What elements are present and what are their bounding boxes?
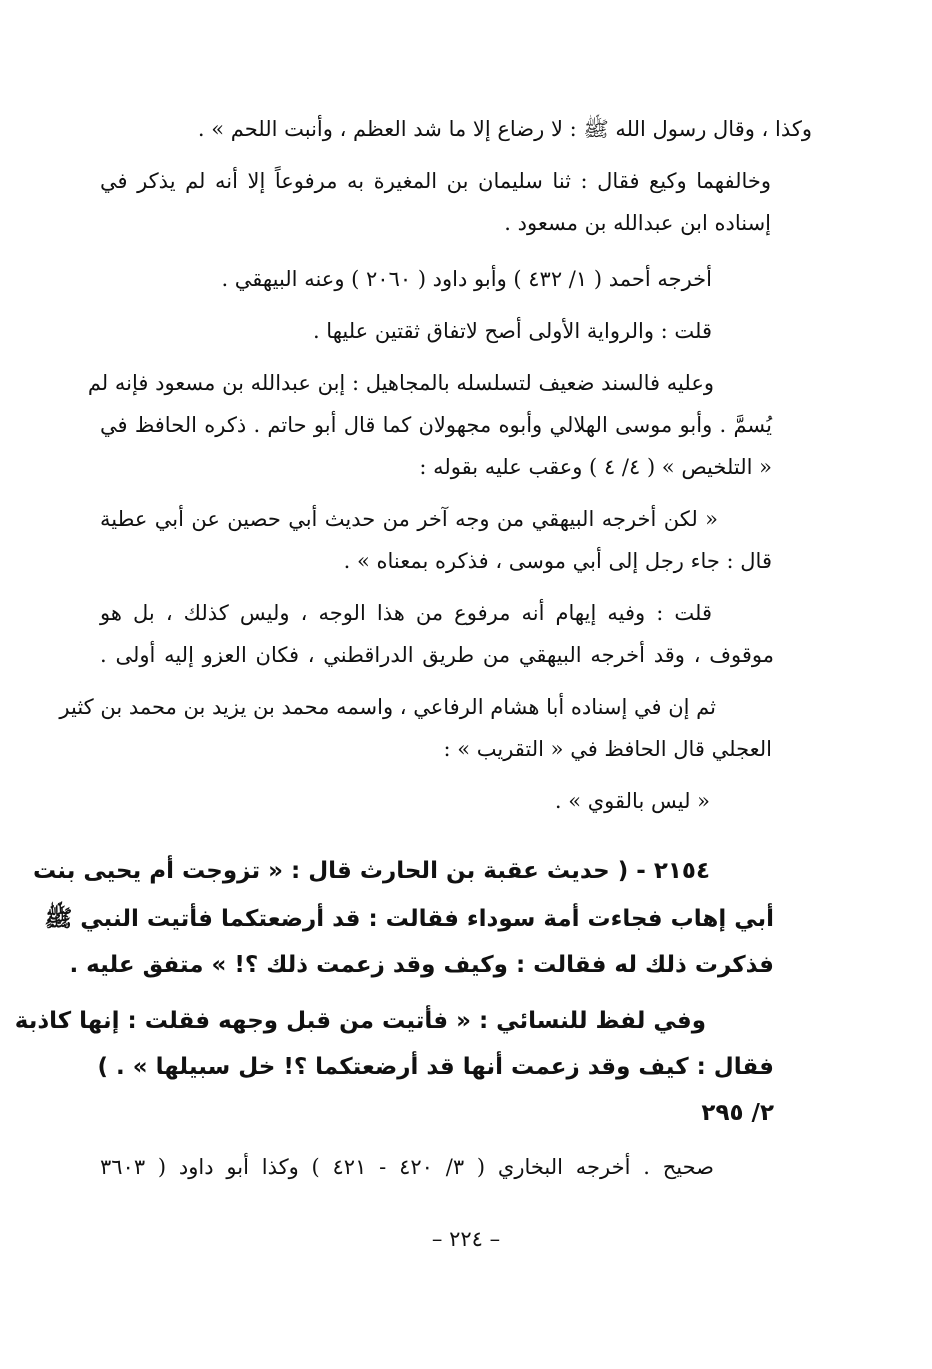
text-line-1: وكذا ، وقال رسول الله ﷺ : لا رضاع إلا ما شد العظم ، وأنبت اللحم » . [197, 117, 812, 141]
text-line-15: « ليس بالقوي » . [554, 789, 710, 813]
hadith-2154-line-3: فذكرت ذلك له فقالت : وكيف وقد زعمت ذلك ؟! » متفق عليه . [69, 952, 774, 978]
page-number: – ٢٢٤ – [431, 1227, 501, 1251]
text-line-10: قال : جاء رجل إلى أبي موسى ، فذكره بمعناه » . [343, 549, 772, 573]
text-line-8: « التلخيص » ( ٤/ ٤ ) وعقب عليه بقوله : [419, 455, 772, 479]
text-line-6: وعليه فالسند ضعيف لتسلسله بالمجاهيل : إبن عبدالله بن مسعود فإنه لم [87, 371, 714, 395]
hadith-2154-line-2: أبي إهاب فجاءت أمة سوداء فقالت : قد أرضعتكما فأتيت النبي ﷺ [44, 906, 774, 932]
text-line-14: العجلي قال الحافظ في « التقريب » : [443, 737, 772, 761]
hadith-2154-line-4: وفي لفظ للنسائي : « فأتيت من قبل وجهه فقلت : إنها كاذبة [14, 1008, 706, 1034]
takhrij-line: صحيح . أخرجه البخاري ( ٣/ ٤٢٠ - ٤٢١ ) وكذا أبو داود ( ٣٦٠٣ [100, 1155, 714, 1179]
hadith-2154-line-5: فقال : كيف وقد زعمت أنها قد أرضعتكما ؟! خل سبيلها » . ) [97, 1054, 774, 1080]
text-line-7: يُسمَّ . وأبو موسى الهلالي وأبوه مجهولان كما قال أبو حاتم . ذكره الحافظ في [100, 413, 772, 437]
text-line-9: « لكن أخرجه البيهقي من وجه آخر من حديث أبي حصين عن أبي عطية [100, 507, 718, 531]
text-line-3: إسناده ابن عبدالله بن مسعود . [504, 211, 771, 235]
hadith-2154-line-6: ٢/ ٢٩٥ [701, 1100, 774, 1126]
text-line-2: وخالفهما وكيع فقال : ثنا سليمان بن المغيرة به مرفوعاً إلا أنه لم يذكر في [100, 169, 771, 193]
text-line-4: أخرجه أحمد ( ١/ ٤٣٢ ) وأبو داود ( ٢٠٦٠ ) وعنه البيهقي . [221, 267, 712, 291]
text-line-5: قلت : والرواية الأولى أصح لاتفاق ثقتين عليها . [312, 319, 712, 343]
hadith-2154-line-1: ٢١٥٤ - ( حديث عقبة بن الحارث قال : « تزوجت أم يحيى بنت [32, 858, 710, 884]
text-line-11: قلت : وفيه إيهام أنه مرفوع من هذا الوجه ، وليس كذلك ، بل هو [100, 601, 712, 625]
text-line-12: موقوف ، وقد أخرجه البيهقي من طريق الدراقطني ، فكان العزو إليه أولى . [100, 643, 774, 667]
text-line-13: ثم إن في إسناده أبا هشام الرفاعي ، واسمه محمد بن يزيد بن محمد بن كثير [59, 695, 716, 719]
